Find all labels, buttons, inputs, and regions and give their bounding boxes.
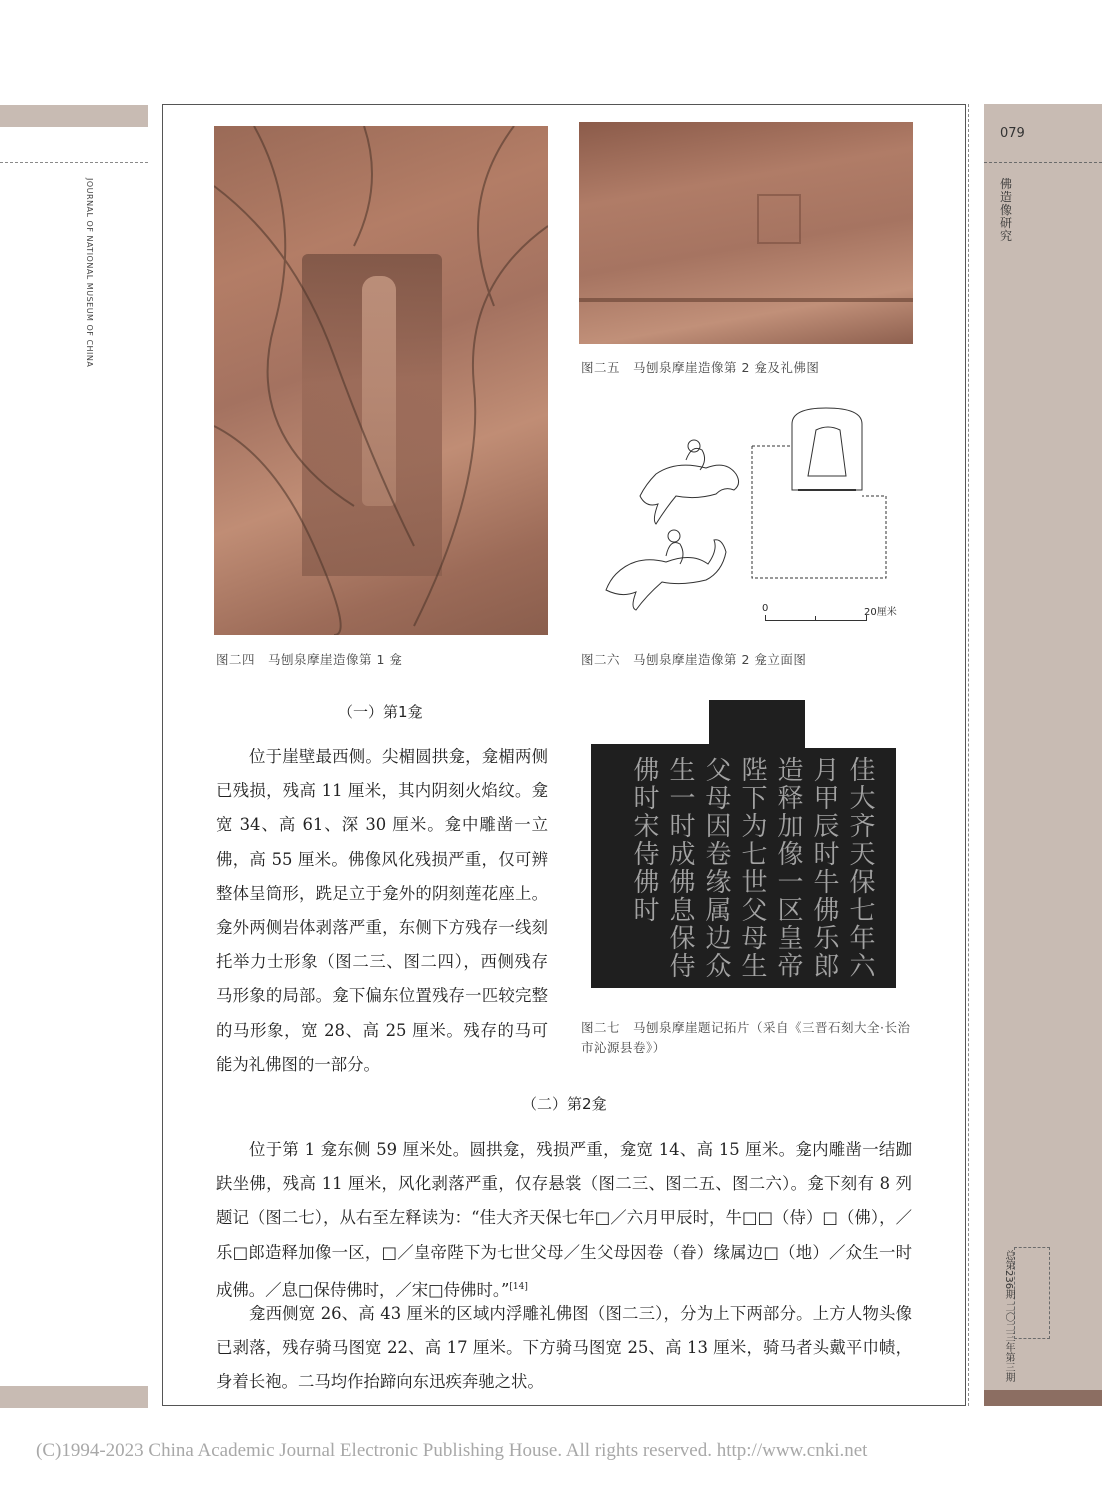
paragraph-worship-relief: 龛西侧宽 26、高 43 厘米的区域内浮雕礼佛图（图二三），分为上下两部分。上方人物头像已剥落，残存骑马图宽 22、高 17 厘米。下方骑马图宽 25、高 13 厘米，骑马者头戴平巾帻，身着长袍。二马均作抬蹄向东迅疾奔驰之状。 <box>216 1304 912 1392</box>
section-heading-niche1: （一）第1龛 <box>338 703 423 721</box>
scale-bar-tick <box>815 616 816 621</box>
rock-crack <box>579 298 913 302</box>
journal-name: JOURNAL OF NATIONAL MUSEUM OF CHINA <box>85 178 94 368</box>
issue-year: 二〇二三年第三期 <box>1003 1302 1014 1383</box>
fig26-caption: 图二六 马刨泉摩崖造像第 2 龛立面图 <box>581 652 807 667</box>
scale-zero: 0 <box>762 603 769 614</box>
niche2-shape <box>757 194 801 244</box>
niche1-photo <box>214 126 548 635</box>
paragraph-niche2 <box>216 1133 912 1307</box>
niche2-elevation-drawing <box>596 404 896 618</box>
rubbing-inscription: 佳大齐天保七年六月甲辰时牛佛乐郎造释加像一区皇帝陛下为七世父母生父母因卷缘属边众生一时成佛息保侍佛时宋侍佛时 <box>629 756 875 980</box>
scale-twenty: 20厘米 <box>864 607 897 618</box>
copyright-footer: (C)1994-2023 China Academic Journal Electronic Publishing House. All rights reserved. http://www.cnki.net <box>36 1440 868 1461</box>
section-title: 佛造像研究 <box>1000 177 1013 243</box>
right-sidebar <box>984 104 1102 1406</box>
total-issue: 总第236期 <box>1003 1250 1014 1300</box>
left-color-band <box>0 105 148 127</box>
page-number: 079 <box>1000 126 1025 141</box>
frame-dotted-rule <box>968 104 969 1406</box>
left-dotted-rule <box>0 162 148 163</box>
scale-bar <box>765 615 867 621</box>
fig27-caption: 图二七 马刨泉摩崖题记拓片（采自《三晋石刻大全·长治市沁源县卷》） <box>581 1020 911 1055</box>
reference-mark: [14] <box>509 1281 528 1292</box>
left-color-band-bottom <box>0 1386 148 1408</box>
inscription-rubbing <box>591 700 896 988</box>
rubbing-edge <box>591 700 709 744</box>
section-heading-niche2: （二）第2龛 <box>522 1095 607 1113</box>
issue-box <box>1014 1247 1050 1339</box>
fig24-caption: 图二四 马刨泉摩崖造像第 1 龛 <box>216 652 403 667</box>
fig25-caption: 图二五 马刨泉摩崖造像第 2 龛及礼佛图 <box>581 360 820 375</box>
paragraph-niche2-text: 位于第 1 龛东侧 59 厘米处。圆拱龛，残损严重，龛宽 14、高 15 厘米。龛内雕凿一结跏趺坐佛，残高 11 厘米，风化剥落严重，仅存悬裳（图二三、图二五、图二六）。龛下刻有 8 列题记（图二七），从右至左释读为：“佳大齐天保七年□／六月甲辰时，牛□□（侍）□（佛），／乐□郎造释加像一区，□／皇帝陛下为七世父母／生父母因卷（眷）缘属边□（地）／众生一时成佛。／息□保侍佛时，／宋□侍佛时。” <box>216 1140 912 1300</box>
issue-label <box>1002 1250 1014 1382</box>
rubbing-edge <box>805 700 896 748</box>
paragraph-niche1: 位于崖壁最西侧。尖楣圆拱龛，龛楣两侧已残损，残高 11 厘米，其内阴刻火焰纹。龛宽 34、高 61、深 30 厘米。龛中雕凿一立佛，高 55 厘米。佛像风化残损严重，仅可辨整体呈筒形，跣足立于龛外的阴刻莲花座上。龛外两侧岩体剥落严重，东侧下方残存一线刻托举力士形象（图二三、图二四），西侧残存马形象的局部。龛下偏东位置残存一匹较完整的马形象，宽 28、高 25 厘米。残存的马可能为礼佛图的一部分。 <box>216 747 548 1074</box>
right-sidebar-footer-band <box>984 1390 1102 1406</box>
niche2-photo <box>579 122 913 344</box>
tree-branches-overlay <box>214 126 548 635</box>
right-dotted-rule <box>984 162 1102 163</box>
